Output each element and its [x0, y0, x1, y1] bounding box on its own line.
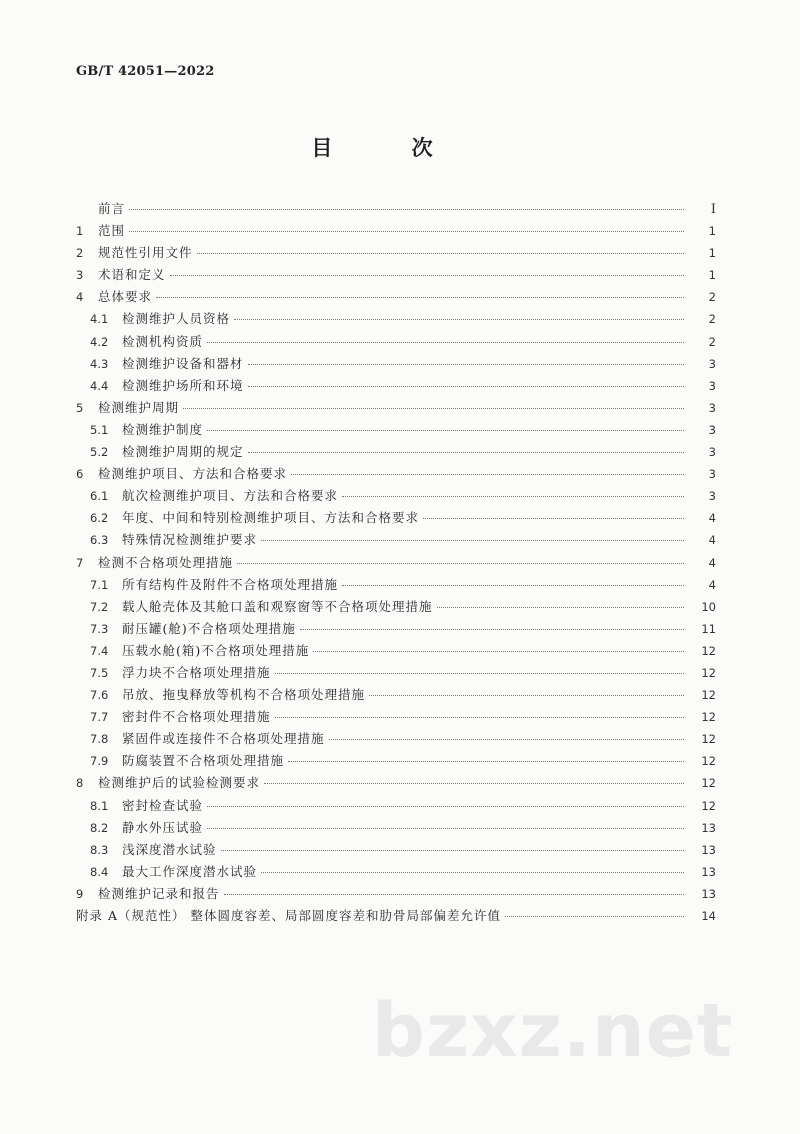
toc-entry-page: 11 [701, 621, 716, 636]
toc-entry-title: 检测维护项目、方法和合格要求 [98, 466, 288, 482]
toc-entry-page: 12 [701, 710, 716, 725]
toc-entry-title: 防腐装置不合格项处理措施 [122, 753, 285, 769]
toc-entry-number: 9 [76, 886, 84, 901]
toc-dot-leader [264, 783, 684, 784]
toc-entry-title: 检测维护场所和环境 [122, 377, 244, 393]
toc-entry-title: 总体要求 [98, 289, 153, 305]
toc-dot-leader [248, 386, 684, 387]
toc-entry-number: 5 [76, 400, 84, 415]
toc-entry[interactable] [76, 905, 716, 927]
toc-entry[interactable] [76, 772, 716, 794]
toc-entry-page: 12 [701, 776, 716, 791]
toc-entry-page: 4 [708, 577, 716, 592]
toc-entry-page: 1 [708, 246, 716, 261]
toc-entry-page: 12 [701, 665, 716, 680]
toc-entry-number: 7.3 [90, 621, 109, 636]
toc-dot-leader [221, 850, 684, 851]
toc-dot-leader [207, 342, 684, 343]
toc-entry[interactable] [76, 419, 716, 441]
toc-entry-number: 4.4 [90, 378, 109, 393]
toc-entry-number: 4.1 [90, 312, 109, 327]
standard-code: GB/T 42051—2022 [76, 64, 215, 79]
toc-entry-page: 1 [708, 224, 716, 239]
toc-dot-leader [261, 540, 684, 541]
toc-entry-title: 载人舱壳体及其舱口盖和观察窗等不合格项处理措施 [122, 598, 433, 614]
toc-entry[interactable] [76, 507, 716, 529]
toc-entry-number: 1 [76, 224, 84, 239]
toc-entry-title: 压载水舱(箱)不合格项处理措施 [122, 642, 310, 658]
toc-dot-leader [237, 563, 684, 564]
page-title: 目 次 [311, 135, 469, 160]
toc-entry-number: 7.5 [90, 665, 109, 680]
toc-entry-title: 特殊情况检测维护要求 [122, 532, 258, 548]
toc-entry-page: 2 [708, 312, 716, 327]
toc-entry-title: 检测维护后的试验检测要求 [98, 775, 261, 791]
toc-entry[interactable] [76, 331, 716, 353]
toc-entry-number: 6.2 [90, 511, 109, 526]
toc-entry[interactable] [76, 618, 716, 640]
toc-entry-page: 4 [708, 555, 716, 570]
toc-entry[interactable] [76, 839, 716, 861]
toc-entry[interactable] [76, 485, 716, 507]
toc-entry-title: 浅深度潜水试验 [122, 841, 217, 857]
toc-entry-number: 7.4 [90, 643, 109, 658]
toc-entry[interactable] [76, 242, 716, 264]
toc-entry-number: 8.1 [90, 798, 109, 813]
toc-entry-number: 6.1 [90, 489, 109, 504]
toc-entry-title: 检测维护周期 [98, 399, 180, 415]
toc-dot-leader [129, 231, 684, 232]
toc-entry-page: 1 [708, 268, 716, 283]
toc-entry-title: 检测维护制度 [122, 421, 204, 437]
toc-entry-title: 检测维护人员资格 [122, 311, 231, 327]
toc-entry-number: 5.1 [90, 422, 109, 437]
toc-entry-page: 12 [701, 643, 716, 658]
toc-entry-page: I [710, 202, 716, 217]
toc-dot-leader [156, 297, 684, 298]
toc-dot-leader [248, 452, 684, 453]
toc-entry-number: 7.1 [90, 577, 109, 592]
toc-entry-page: 14 [701, 909, 716, 923]
toc-entry[interactable] [76, 375, 716, 397]
toc-entry[interactable] [76, 883, 716, 905]
toc-dot-leader [288, 761, 684, 762]
toc-dot-leader [437, 607, 684, 608]
toc-entry-page: 3 [708, 467, 716, 482]
toc-dot-leader [291, 474, 684, 475]
toc-dot-leader [207, 430, 684, 431]
toc-dot-leader [275, 673, 684, 674]
toc-entry[interactable] [76, 684, 716, 706]
toc-entry[interactable] [76, 662, 716, 684]
toc-entry-page: 13 [701, 842, 716, 857]
toc-entry-title: 范围 [98, 223, 126, 239]
toc-dot-leader [248, 364, 684, 365]
toc-dot-leader [342, 496, 684, 497]
toc-entry-page: 2 [708, 290, 716, 305]
toc-entry-title: 耐压罐(舱)不合格项处理措施 [122, 620, 296, 636]
watermark: bzxz.net [372, 988, 734, 1074]
toc-dot-leader [224, 894, 684, 895]
toc-dot-leader [329, 739, 684, 740]
toc-entry[interactable] [76, 397, 716, 419]
toc-dot-leader [505, 916, 684, 917]
toc-entry-number: 4.3 [90, 356, 109, 371]
toc-entry-page: 12 [701, 754, 716, 769]
toc-entry[interactable] [76, 286, 716, 308]
toc-entry-number: 2 [76, 246, 84, 261]
toc-entry[interactable] [76, 552, 716, 574]
toc-entry-page: 3 [708, 445, 716, 460]
toc-entry-title: 最大工作深度潜水试验 [122, 863, 258, 879]
toc-entry-title: 密封件不合格项处理措施 [122, 709, 271, 725]
toc-entry-number: 8.2 [90, 820, 109, 835]
toc-entry[interactable] [76, 574, 716, 596]
toc-dot-leader [300, 629, 684, 630]
toc-entry-page: 3 [708, 356, 716, 371]
toc-entry-number: 7.8 [90, 732, 109, 747]
toc-entry-title: 规范性引用文件 [98, 245, 193, 261]
toc-entry-page: 13 [701, 886, 716, 901]
toc-entry-title: 检测维护周期的规定 [122, 444, 244, 460]
toc-entry[interactable] [76, 795, 716, 817]
toc-entry-title: 年度、中间和特别检测维护项目、方法和合格要求 [122, 510, 420, 526]
toc-dot-leader [313, 651, 684, 652]
toc-entry[interactable] [76, 728, 716, 750]
toc-entry-number: 6 [76, 467, 84, 482]
toc-entry-page: 10 [701, 599, 716, 614]
toc-entry[interactable] [76, 441, 716, 463]
toc-entry[interactable] [76, 750, 716, 772]
toc-entry-number: 8.4 [90, 864, 109, 879]
toc-entry-title: 术语和定义 [98, 267, 166, 283]
toc-entry-title: 检测机构资质 [122, 333, 204, 349]
toc-entry-title: 附录 A（规范性） 整体圆度容差、局部圆度容差和肋骨局部偏差允许值 [76, 908, 501, 923]
toc-entry-number: 7.9 [90, 754, 109, 769]
toc-dot-leader [183, 408, 684, 409]
toc-entry[interactable] [76, 264, 716, 286]
toc-dot-leader [234, 319, 684, 320]
toc-entry-title: 检测维护记录和报告 [98, 885, 220, 901]
toc-entry-title: 吊放、拖曳释放等机构不合格项处理措施 [122, 687, 366, 703]
toc-entry-page: 12 [701, 688, 716, 703]
toc-entry-number: 7.6 [90, 688, 109, 703]
toc-entry-page: 4 [708, 511, 716, 526]
toc-entry-page: 13 [701, 820, 716, 835]
toc-entry-number: 5.2 [90, 445, 109, 460]
toc-entry-page: 3 [708, 422, 716, 437]
toc-dot-leader [275, 717, 684, 718]
toc-dot-leader [170, 275, 684, 276]
toc-dot-leader [369, 695, 684, 696]
toc-entry-number: 7.7 [90, 710, 109, 725]
toc-entry-title: 前言 [98, 201, 126, 216]
toc-dot-leader [423, 518, 684, 519]
toc-entry-page: 12 [701, 798, 716, 813]
toc-entry[interactable] [76, 706, 716, 728]
toc-entry-number: 3 [76, 268, 84, 283]
table-of-contents [76, 198, 716, 927]
toc-entry-page: 3 [708, 378, 716, 393]
toc-entry[interactable] [76, 529, 716, 551]
toc-dot-leader [207, 806, 684, 807]
toc-entry[interactable] [76, 640, 716, 662]
toc-entry-page: 13 [701, 864, 716, 879]
toc-entry[interactable] [76, 861, 716, 883]
toc-entry[interactable] [76, 463, 716, 485]
toc-entry-page: 3 [708, 400, 716, 415]
toc-entry-number: 4.2 [90, 334, 109, 349]
toc-entry[interactable] [76, 198, 716, 220]
toc-entry[interactable] [76, 308, 716, 330]
toc-entry-number: 8 [76, 776, 84, 791]
toc-entry-title: 检测不合格项处理措施 [98, 554, 234, 570]
toc-dot-leader [342, 585, 684, 586]
toc-entry[interactable] [76, 220, 716, 242]
toc-entry[interactable] [76, 353, 716, 375]
toc-entry-number: 8.3 [90, 842, 109, 857]
toc-dot-leader [261, 872, 684, 873]
toc-entry-number: 7 [76, 555, 84, 570]
toc-entry[interactable] [76, 817, 716, 839]
toc-dot-leader [197, 253, 684, 254]
toc-dot-leader [129, 209, 684, 210]
toc-entry-title: 静水外压试验 [122, 819, 204, 835]
toc-entry-page: 12 [701, 732, 716, 747]
toc-entry-page: 2 [708, 334, 716, 349]
toc-entry-page: 3 [708, 489, 716, 504]
toc-entry-title: 密封检查试验 [122, 797, 204, 813]
toc-entry-number: 6.3 [90, 533, 109, 548]
toc-entry-number: 7.2 [90, 599, 109, 614]
toc-entry-title: 检测维护设备和器材 [122, 355, 244, 371]
toc-entry-title: 所有结构件及附件不合格项处理措施 [122, 576, 339, 592]
toc-entry[interactable] [76, 596, 716, 618]
toc-entry-number: 4 [76, 290, 84, 305]
toc-entry-title: 紧固件或连接件不合格项处理措施 [122, 731, 325, 747]
toc-dot-leader [207, 828, 684, 829]
toc-entry-title: 航次检测维护项目、方法和合格要求 [122, 488, 339, 504]
toc-entry-title: 浮力块不合格项处理措施 [122, 664, 271, 680]
toc-entry-page: 4 [708, 533, 716, 548]
